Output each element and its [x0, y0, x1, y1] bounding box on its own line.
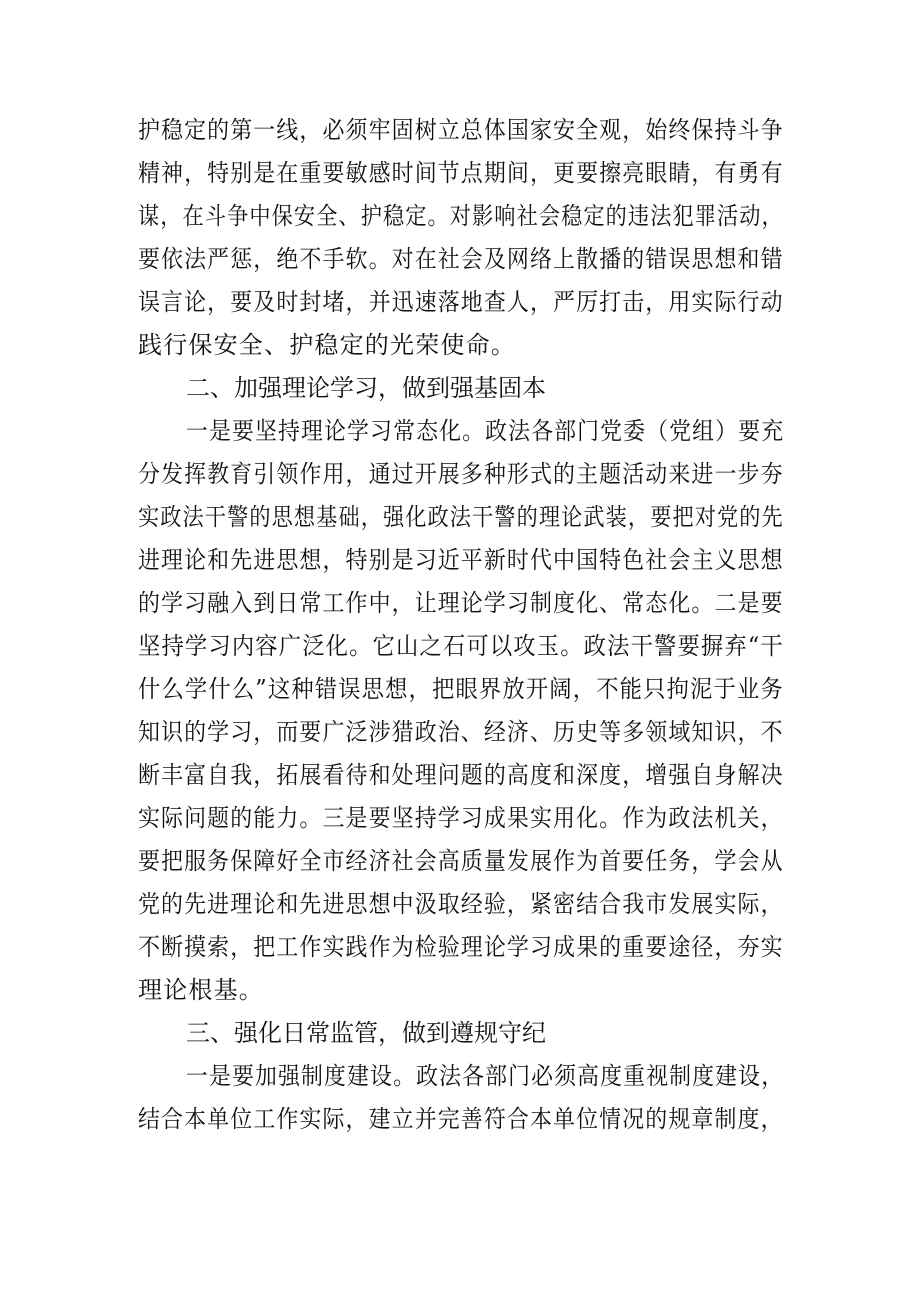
paragraph-line: 不断摸索，把工作实践作为检验理论学习成果的重要途径，夯实	[138, 933, 784, 961]
paragraph-line: 坚持学习内容广泛化。它山之石可以攻玉。政法干警要摒弃“干	[138, 632, 784, 660]
paragraph-line: 护稳定的第一线，必须牢固树立总体国家安全观，始终保持斗争	[138, 116, 784, 144]
paragraph-line: 的学习融入到日常工作中，让理论学习制度化、常态化。二是要	[138, 589, 784, 617]
paragraph-line: 误言论，要及时封堵，并迅速落地查人，严厉打击，用实际行动	[138, 288, 784, 316]
paragraph-line: 什么学什么”这种错误思想，把眼界放开阔，不能只拘泥于业务	[138, 675, 784, 703]
paragraph-line: 断丰富自我，拓展看待和处理问题的高度和深度，增强自身解决	[138, 761, 784, 789]
paragraph-line: 实际问题的能力。三是要坚持学习成果实用化。作为政法机关，	[138, 804, 784, 832]
paragraph-line: 党的先进理论和先进思想中汲取经验，紧密结合我市发展实际，	[138, 890, 784, 918]
paragraph-line: 要依法严惩，绝不手软。对在社会及网络上散播的错误思想和错	[138, 245, 784, 273]
paragraph-line: 理论根基。	[138, 976, 264, 1004]
section-heading: 二、加强理论学习，做到强基固本	[186, 374, 546, 402]
paragraph-line: 要把服务保障好全市经济社会高质量发展作为首要任务，学会从	[138, 847, 784, 875]
paragraph-line: 一是要坚持理论学习常态化。政法各部门党委（党组）要充	[186, 417, 785, 445]
section-heading: 三、强化日常监管，做到遵规守纪	[186, 1019, 546, 1047]
paragraph-line: 践行保安全、护稳定的光荣使命。	[138, 331, 516, 359]
paragraph-line: 谋，在斗争中保安全、护稳定。对影响社会稳定的违法犯罪活动，	[138, 202, 784, 230]
paragraph-line: 知识的学习，而要广泛涉猎政治、经济、历史等多领域知识，不	[138, 718, 784, 746]
paragraph-line: 进理论和先进思想，特别是习近平新时代中国特色社会主义思想	[138, 546, 784, 574]
paragraph-line: 精神，特别是在重要敏感时间节点期间，更要擦亮眼睛，有勇有	[138, 159, 784, 187]
paragraph-line: 分发挥教育引领作用，通过开展多种形式的主题活动来进一步夯	[138, 460, 784, 488]
paragraph-line: 一是要加强制度建设。政法各部门必须高度重视制度建设，	[186, 1062, 785, 1090]
paragraph-line: 实政法干警的思想基础，强化政法干警的理论武装，要把对党的先	[138, 503, 784, 531]
paragraph-line: 结合本单位工作实际，建立并完善符合本单位情况的规章制度，	[138, 1105, 784, 1133]
